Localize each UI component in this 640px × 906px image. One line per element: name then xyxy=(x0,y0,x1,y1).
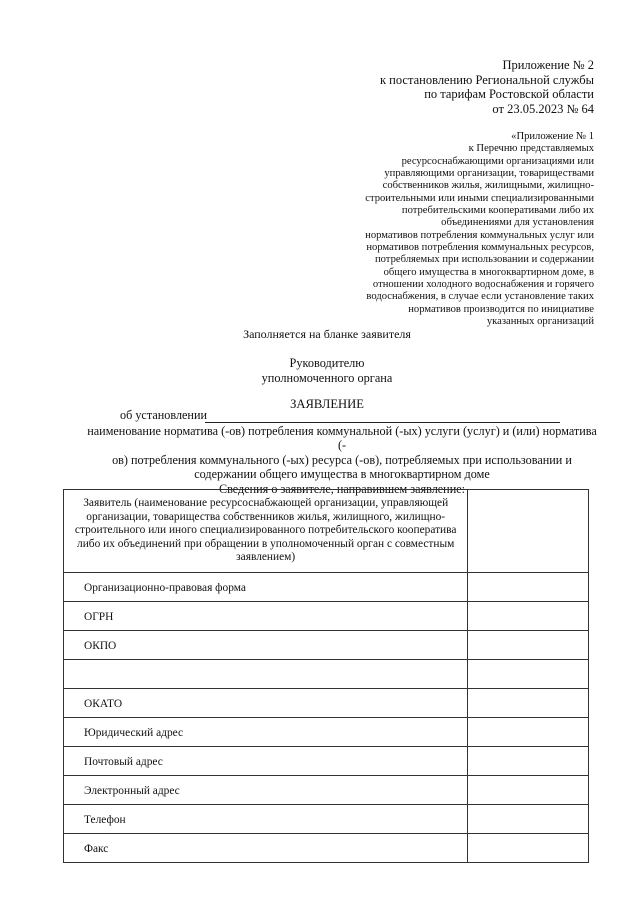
recipient-line: уполномоченного органа xyxy=(261,371,393,385)
row-label: Электронный адрес xyxy=(64,776,468,805)
appendix-1-line: общего имущества в многоквартирном доме, в xyxy=(383,266,594,278)
row-value-cell[interactable] xyxy=(468,718,589,747)
subject-caption xyxy=(82,424,602,496)
appendix-1-line: ресурсоснабжающими организациями или xyxy=(401,155,594,167)
recipient-line: Руководителю xyxy=(289,356,365,370)
appendix-1-line: объединениями для установления xyxy=(441,217,594,229)
appendix-2-line: к постановлению Региональной службы xyxy=(379,72,594,87)
row-value-cell[interactable] xyxy=(468,631,589,660)
table-row xyxy=(64,490,589,573)
appendix-1-line: к Перечню представляемых xyxy=(468,143,594,155)
appendix-1-line: собственников жилья, жилищными, жилищно- xyxy=(382,180,594,192)
table-row xyxy=(64,660,589,689)
row-label: ОКПО xyxy=(64,631,468,660)
row-label: Организационно-правовая форма xyxy=(64,573,468,602)
appendix-2-line: по тарифам Ростовской области xyxy=(424,87,594,102)
document-title: ЗАЯВЛЕНИЕ xyxy=(290,397,364,411)
appendix-1-line: управляющими организации, товариществами xyxy=(384,168,594,180)
about-prefix: об установлении xyxy=(120,408,207,422)
row-value-cell[interactable] xyxy=(468,834,589,863)
row-value-cell[interactable] xyxy=(468,660,589,689)
appendix-1-line: водоснабжения, в случае если установление таких xyxy=(366,291,594,303)
row-label: ОГРН xyxy=(64,602,468,631)
fill-note: Заполняется на бланке заявителя xyxy=(243,327,411,341)
appendix-1-line: отношении холодного водоснабжения и горячего xyxy=(372,279,594,291)
appendix-1-line: строительными или иными специализированными xyxy=(365,192,594,204)
row-value-cell[interactable] xyxy=(468,602,589,631)
table-row xyxy=(64,573,589,602)
applicant-info-table xyxy=(63,489,589,863)
subject-line: содержании общего имущества в многоквартирном доме xyxy=(194,467,490,482)
table-row xyxy=(64,747,589,776)
subject-line: наименование норматива (-ов) потребления коммунальной (-ых) услуги (услуг) и (или) норматива (- xyxy=(87,424,597,453)
appendix-1-line: «Приложение № 1 xyxy=(511,131,594,142)
appendix-1-line: потребляемых при использовании и содержании xyxy=(374,254,594,266)
row-value-cell[interactable] xyxy=(468,747,589,776)
subject-blank-line xyxy=(205,422,560,423)
table-row xyxy=(64,776,589,805)
recipient-block xyxy=(232,356,422,386)
applicant-info-heading: Сведения о заявителе, направившем заявление: xyxy=(218,481,466,496)
appendix-1-line: потребительскими кооперативами либо их xyxy=(401,205,594,217)
row-label: Факс xyxy=(64,834,468,863)
row-label: Почтовый адрес xyxy=(64,747,468,776)
row-value-cell[interactable] xyxy=(468,689,589,718)
row-label: Юридический адрес xyxy=(64,718,468,747)
table-row xyxy=(64,689,589,718)
row-value-cell[interactable] xyxy=(468,805,589,834)
table-row xyxy=(64,602,589,631)
appendix-2-line: Приложение № 2 xyxy=(502,58,594,72)
applicant-label: Заявитель (наименование ресурсоснабжающей организации, управляющей организации, товарищества собственников жилья, жилищного, жилищно-строительного или иного специализированного потребительского кооператива либо их объединений при обращении в уполномоченный орган с совместным заявлением) xyxy=(64,490,468,573)
appendix-1-line: нормативов потребления коммунальных ресурсов, xyxy=(366,242,594,254)
appendix-1-line: нормативов потребления коммунальных услуг или xyxy=(365,229,594,241)
table-row xyxy=(64,834,589,863)
appendix-2-header xyxy=(380,58,594,116)
appendix-2-line: от 23.05.2023 № 64 xyxy=(492,101,594,116)
appendix-1-header xyxy=(344,131,594,329)
row-value-cell[interactable] xyxy=(468,776,589,805)
row-label xyxy=(64,660,468,689)
row-label: ОКАТО xyxy=(64,689,468,718)
appendix-1-line: указанных организаций xyxy=(486,316,594,328)
table-row xyxy=(64,631,589,660)
row-label: Телефон xyxy=(64,805,468,834)
subject-line: ов) потребления коммунального (-ых) ресурса (-ов), потребляемых при использовании и xyxy=(112,452,572,467)
row-value-cell[interactable] xyxy=(468,573,589,602)
table-row xyxy=(64,805,589,834)
appendix-1-line: нормативов производится по инициативе xyxy=(408,303,594,315)
applicant-value-cell[interactable] xyxy=(468,490,589,573)
table-row xyxy=(64,718,589,747)
